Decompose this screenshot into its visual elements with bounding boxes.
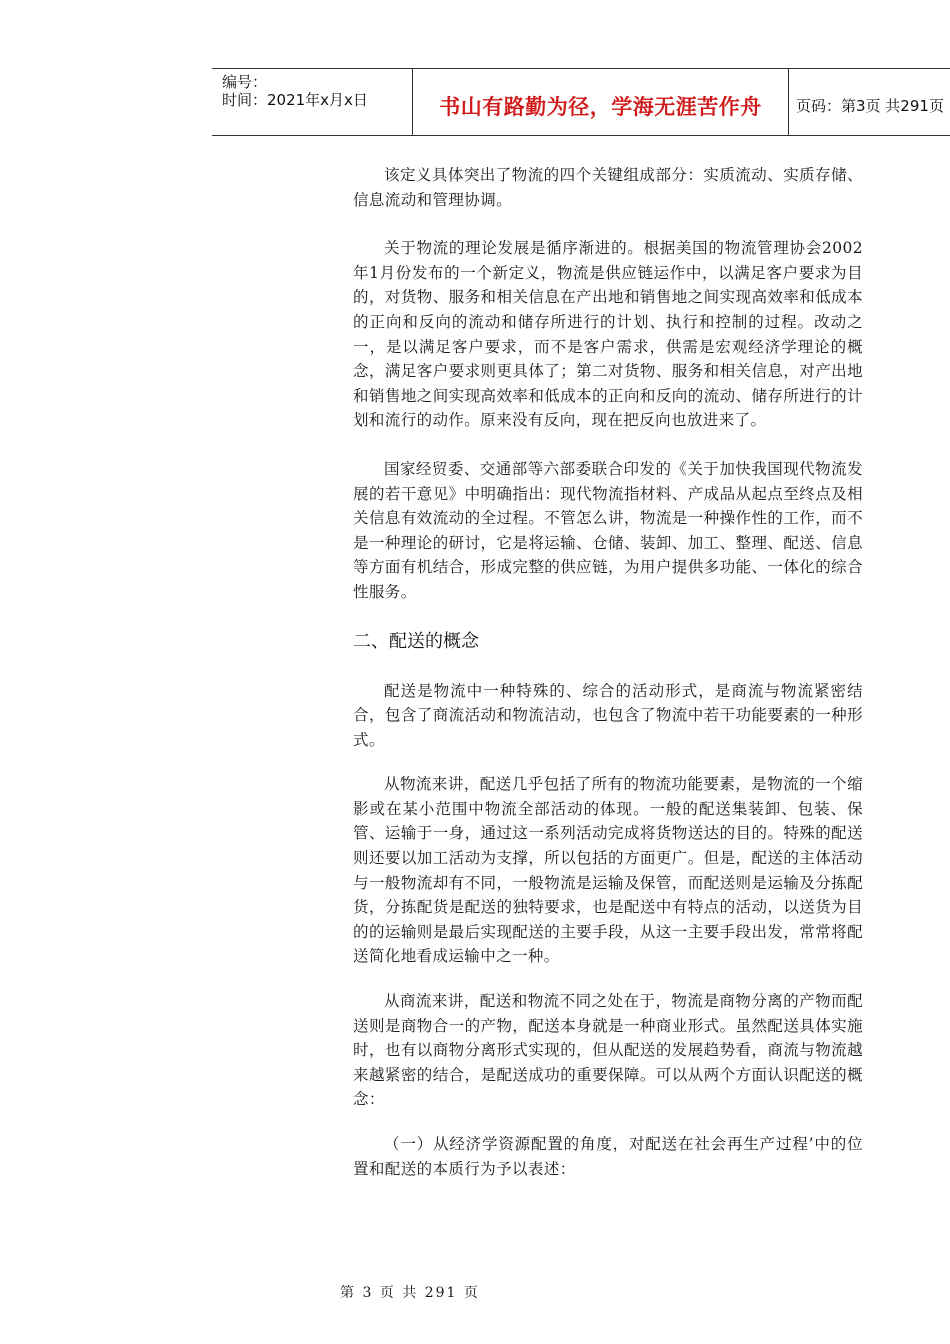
header-meta-cell bbox=[212, 69, 413, 135]
serial-number: 编号： bbox=[222, 73, 268, 91]
document-date: 时间：2021年x月x日 bbox=[222, 91, 368, 109]
paragraph: 从商流来讲，配送和物流不同之处在于，物流是商物分离的产物而配送则是商物合一的产物，配送本身就是一种商业形式。虽然配送具体实施时，也有以商物分离形式实现的，但从配送的发展趋势看，商流与物流越来越紧密的结合，是配送成功的重要保障。可以从两个方面认识配送的概念： bbox=[353, 992, 863, 1109]
header-motto-cell bbox=[413, 69, 789, 135]
paragraph: 从物流来讲，配送几乎包括了所有的物流功能要素，是物流的一个缩影或在某小范围中物流全部活动的体现。一般的配送集装卸、包装、保管、运输于一身，通过这一系列活动完成将货物送达的目的。特殊的配送则还要以加工活动为支撑，所以包括的方面更广。但是，配送的主体活动与一般物流却有不同，一般物流是运输及保管，而配送则是运输及分拣配货，分拣配货是配送的独特要求，也是配送中有特点的活动，以送货为目的的运输则是最后实现配送的主要手段，从这一主要手段出发，常常将配送简化地看成运输中之一种。 bbox=[353, 775, 863, 966]
section-heading: 二、配送的概念 bbox=[353, 630, 479, 652]
motto: 书山有路勤为径，学海无涯苦作舟 bbox=[439, 95, 762, 119]
paragraph: 该定义具体突出了物流的四个关键组成部分：实质流动、实质存储、信息流动和管理协调。 bbox=[353, 166, 863, 209]
document-body bbox=[353, 163, 863, 1181]
paragraph: 国家经贸委、交通部等六部委联合印发的《关于加快我国现代物流发展的若干意见》中明确指出：现代物流指材料、产成品从起点至终点及相关信息有效流动的全过程。不管怎么讲，物流是一种操作性的工作，而不是一种理论的研讨，它是将运输、仓储、装卸、加工、整理、配送、信息等方面有机结合，形成完整的供应链，为用户提供多功能、一体化的综合性服务。 bbox=[353, 459, 863, 601]
paragraph: （一）从经济学资源配置的角度，对配送在社会再生产过程’中的位置和配送的本质行为予以表述： bbox=[353, 1135, 863, 1178]
paragraph: 配送是物流中一种特殊的、综合的活动形式，是商流与物流紧密结合，包含了商流活动和物流洁动，也包含了物流中若干功能要素的一种形式。 bbox=[353, 681, 863, 749]
page-footer: 第 3 页 共 291 页 bbox=[340, 1285, 480, 1301]
page-indicator: 页码：第3页 共291页 bbox=[796, 97, 944, 115]
paragraph: 关于物流的理论发展是循序渐进的。根据美国的物流管理协会2002年1月份发布的一个新定义，物流是供应链运作中，以满足客户要求为目的，对货物、服务和相关信息在产出地和销售地之间实现高效率和低成本的正向和反向的流动和储存所进行的计划、执行和控制的过程。改动之一，是以满足客户要求，而不是客户需求，供需是宏观经济学理论的概念，满足客户要求则更具体了；第二对货物、服务和相关信息，对产出地和销售地之间实现高效率和低成本的正向和反向的流动、储存所进行的计划和流行的动作。原来没有反向，现在把反向也放进来了。 bbox=[353, 239, 863, 430]
header-page-cell bbox=[789, 69, 950, 135]
page-header bbox=[212, 68, 950, 136]
